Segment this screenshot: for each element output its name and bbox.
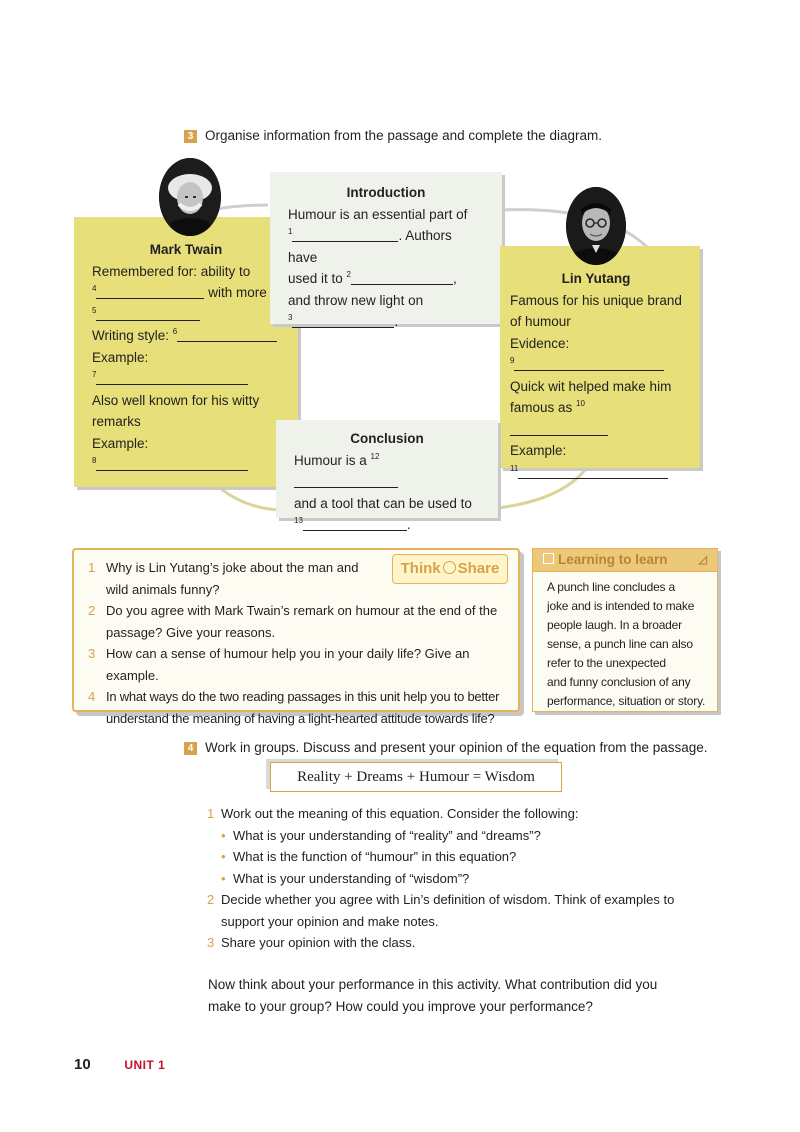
corner-triangle-icon: ◿ (698, 554, 707, 566)
bullet-item: • What is your understanding of “wisdom”? (221, 870, 470, 886)
mark-twain-name: Mark Twain (149, 242, 223, 257)
task-3-instruction: Organise information from the passage and complete the diagram. (205, 128, 602, 143)
unit-label: UNIT 1 (124, 1058, 166, 1072)
twain-line: remarks (92, 414, 141, 429)
task-4-steps (207, 803, 727, 954)
mark-twain-portrait (159, 158, 221, 236)
task-4-heading (184, 740, 708, 755)
twain-line: Also well known for his witty (92, 392, 260, 408)
think-share-questions (74, 550, 518, 729)
learning-to-learn-header: Learning to learn ◿ (533, 549, 717, 572)
blank-12[interactable] (294, 473, 398, 488)
conclusion-line: $^{13}$ . (294, 516, 411, 532)
introduction-box (270, 172, 502, 329)
blank-3[interactable] (292, 313, 394, 328)
blank-7[interactable] (96, 370, 248, 385)
blank-5[interactable] (96, 306, 200, 321)
bullet-item: • What is the function of “humour” in this equation? (221, 849, 517, 864)
lin-line: 11 (510, 462, 682, 484)
lin-line: famous as $^{10}$ (510, 397, 682, 440)
task-number-badge: 4 (184, 742, 197, 755)
lin-line: Famous for his unique brand (510, 292, 682, 308)
blank-9[interactable] (514, 356, 664, 371)
intro-line: and throw new light on (288, 292, 424, 308)
question-item: 3 How can a sense of humour help you in your daily life? Give an example. (88, 646, 470, 683)
introduction-title: Introduction (346, 185, 426, 200)
twain-line: Remembered for: ability to (92, 263, 251, 279)
intro-line: $^3$ . (288, 313, 399, 329)
twain-line: 7 (92, 368, 280, 390)
lin-yutang-box (500, 246, 700, 473)
step-2: 2 Decide whether you agree with Lin’s definition of wisdom. Think of examples to support your opinion and make notes. (207, 892, 675, 929)
blank-6[interactable] (177, 327, 277, 342)
question-item: 1 Why is Lin Yutang’s joke about the man and wild animals funny? (88, 560, 359, 597)
task-4-instruction: Work in groups. Discuss and present your opinion of the equation from the passage. (205, 740, 708, 755)
conclusion-title: Conclusion (350, 431, 424, 446)
twain-line: Example: (92, 349, 149, 365)
lin-yutang-name: Lin Yutang (561, 271, 631, 286)
lin-yutang-portrait (566, 187, 626, 265)
lin-line: 9 (510, 354, 682, 376)
think-share-badge: Think Share (392, 554, 508, 584)
equation-box: Reality + Dreams + Humour = Wisdom (270, 762, 562, 792)
lin-line: Example: (510, 443, 567, 458)
question-item: 2 Do you agree with Mark Twain’s remark on humour at the end of the passage? Give your reasons. (88, 603, 498, 640)
think-share-panel (72, 548, 520, 726)
blank-11[interactable] (518, 464, 668, 479)
question-item: 4 In what ways do the two reading passages in this unit help you to better understand the meaning of having a light-hearted attitude towards life? (88, 689, 500, 726)
conclusion-line: Humour is a $^{12}$ (294, 450, 480, 493)
checkbox-icon (543, 553, 554, 564)
intro-line: Humour is an essential part of (288, 206, 468, 222)
blank-8[interactable] (96, 456, 248, 471)
intro-line: $^1$ . Authors have (288, 227, 452, 265)
blank-10[interactable] (510, 421, 608, 436)
twain-line: Example: (92, 435, 149, 451)
arrow-twain-to-conclusion (220, 488, 280, 510)
lin-line: Quick wit helped make him (510, 378, 672, 394)
twain-line: $^4$ with more (92, 284, 267, 300)
learning-to-learn-text: A punch line concludes a joke and is intended to make people laugh. In a broader sense, a punch line can also refer to the unexpected and funny conclusion of any performance, situation or story. (547, 580, 706, 708)
lin-line: Evidence: (510, 335, 570, 351)
step-1: 1 Work out the meaning of this equation. Consider the following: (207, 806, 579, 821)
step-3: 3 Share your opinion with the class. (207, 935, 416, 950)
conclusion-line: and a tool that can be used to (294, 495, 472, 511)
twain-line: Writing style: $^6$ (92, 325, 280, 347)
page-footer (74, 1056, 165, 1073)
reflection-paragraph: Now think about your performance in this activity. What contribution did you make to your group? How could you improve your performance? (208, 977, 658, 1014)
page-number: 10 (74, 1056, 91, 1073)
learning-to-learn-panel (532, 548, 718, 712)
bullet-item: • What is your understanding of “reality” and “dreams”? (221, 827, 541, 843)
twain-line: 5 (92, 304, 280, 326)
conclusion-box (276, 420, 498, 532)
blank-2[interactable] (351, 270, 453, 285)
twain-line: 8 (92, 454, 280, 476)
blank-4[interactable] (96, 284, 204, 299)
task-number-badge: 3 (184, 130, 197, 143)
blank-13[interactable] (303, 516, 407, 531)
blank-1[interactable] (292, 227, 398, 242)
lin-line: of humour (510, 314, 571, 329)
intro-line: used it to $^2$ , (288, 270, 457, 286)
mark-twain-box (74, 217, 298, 487)
